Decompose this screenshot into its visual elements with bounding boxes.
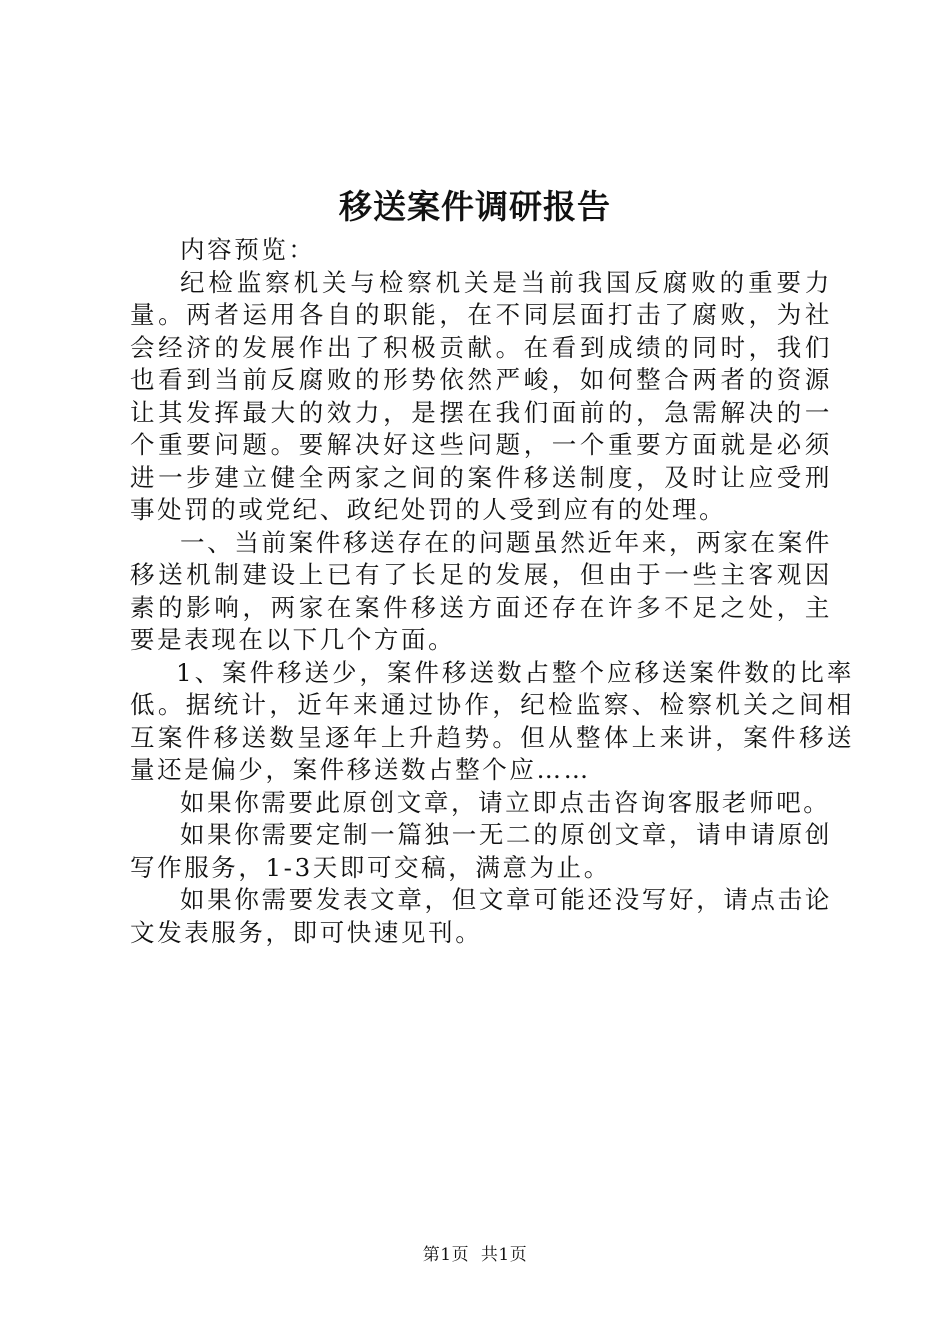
page-number: 第1页 共1页 (422, 1245, 528, 1265)
paragraph-consult-service: 如果你需要此原创文章，请立即点击咨询客服老师吧。 (180, 787, 831, 817)
document-title: 移送案件调研报告 (339, 187, 611, 226)
preview-label: 内容预览： (180, 235, 316, 264)
paragraph-point-one: 1、案件移送少，案件移送数占整个应移送案件数的比率低。据统计，近年来通过协作，纪检监察、检察机关之间相互案件移送数呈逐年上升趋势。但从整体上来讲，案件移送量还是偏少，案件移送数占整个应…… (130, 657, 854, 784)
paragraph-custom-writing: 如果你需要定制一篇独一无二的原创文章，请申请原创写作服务，1-3天即可交稿，满意为止。 (130, 820, 832, 882)
paragraph-section-one: 一、当前案件移送存在的问题虽然近年来，两家在案件移送机制建设上已有了长足的发展，但由于一些主客观因素的影响，两家在案件移送方面还存在许多不足之处，主要是表现在以下几个方面。 (130, 527, 832, 654)
paragraph-intro: 纪检监察机关与检察机关是当前我国反腐败的重要力量。两者运用各自的职能，在不同层面打击了腐败，为社会经济的发展作出了积极贡献。在看到成绩的同时，我们也看到当前反腐败的形势依然严峻，如何整合两者的资源让其发挥最大的效力，是摆在我们面前的，急需解决的一个重要问题。要解决好这些问题，一个重要方面就是必须进一步建立健全两家之间的案件移送制度，及时让应受刑事处罚的或党纪、政纪处罚的人受到应有的处理。 (130, 267, 832, 524)
page-footer (0, 1243, 950, 1267)
document-body (130, 234, 854, 949)
paragraph-publishing-service: 如果你需要发表文章，但文章可能还没写好，请点击论文发表服务，即可快速见刊。 (130, 885, 832, 947)
